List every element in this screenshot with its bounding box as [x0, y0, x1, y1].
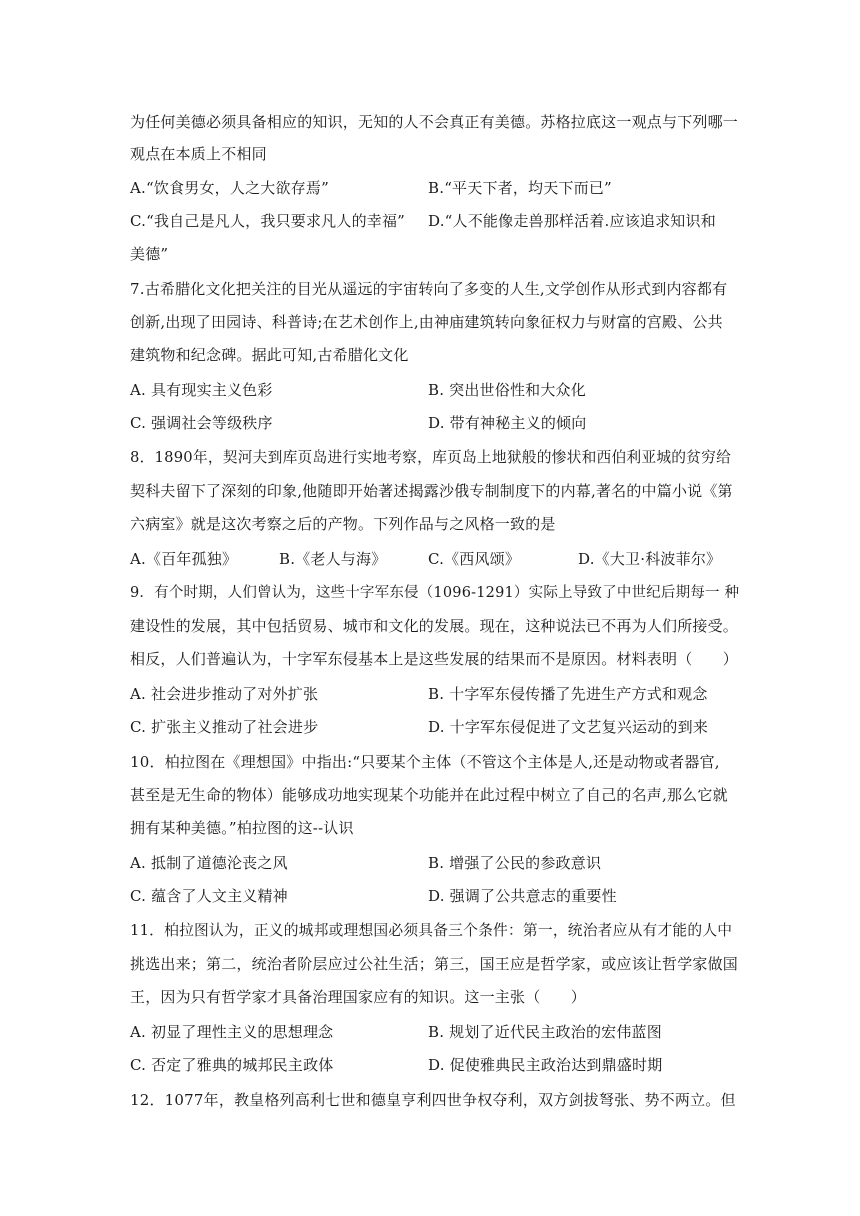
q10-option-c: C. 蕴含了人文主义精神: [130, 887, 288, 905]
q7-stem-line1: 7.古希腊化文化把关注的目光从遥远的宇宙转向了多变的人生,文学创作从形式到内容都有: [130, 280, 728, 298]
q11-option-c: C. 否定了雅典的城邦民主政体: [130, 1056, 334, 1074]
q8-option-b: B.《老人与海》: [279, 550, 387, 568]
q8-option-c: C.《西风颂》: [428, 550, 521, 568]
q11-option-d: D. 促使雅典民主政治达到鼎盛时期: [428, 1056, 663, 1074]
q7-stem-line2: 创新,出现了田园诗、科普诗;在艺术创作上,由神庙建筑转向象征权力与财富的宫殿、公共: [130, 313, 723, 331]
q8-stem-line2: 契科夫留下了深刻的印象,他随即开始著述揭露沙俄专制制度下的内幕,著名的中篇小说《第: [130, 482, 733, 500]
q7-stem-line3: 建筑物和纪念碑。据此可知,古希腊化文化: [130, 346, 409, 364]
q6-option-b: B.“平天下者，均天下而已”: [428, 179, 612, 197]
q9-option-a: A. 社会进步推动了对外扩张: [130, 685, 319, 703]
q8-stem-line1: 8．1890年，契河夫到库页岛进行实地考察，库页岛上地狱般的惨状和西伯利亚城的贫穷给: [130, 449, 732, 466]
q10-stem-line1: 10．柏拉图在《理想国》中指出:“只要某个主体（不管这个主体是人,还是动物或者器官,: [130, 753, 720, 771]
q9-option-d: D. 十字军东侵促进了文艺复兴运动的到来: [428, 718, 709, 736]
q10-option-d: D. 强调了公共意志的重要性: [428, 887, 617, 905]
q9-option-c: C. 扩张主义推动了社会进步: [130, 718, 319, 736]
q6-stem-line2: 观点在本质上不相同: [130, 145, 267, 163]
q7-option-b: B. 突出世俗性和大众化: [428, 381, 586, 399]
q11-option-b: B. 规划了近代民主政治的宏伟蓝图: [428, 1023, 662, 1041]
q11-stem-line2: 挑选出来；第二，统治者阶层应过公社生活；第三，国王应是哲学家，或应该让哲学家做国: [130, 955, 739, 973]
q8-stem-line3: 六病室》就是这次考察之后的产物。下列作品与之风格一致的是: [130, 515, 556, 533]
q6-option-d-cont: 美德”: [130, 245, 169, 263]
q11-stem-line3: 王，因为只有哲学家才具备治理国家应有的知识。这一主张（ ）: [130, 988, 587, 1006]
q7-option-d: D. 带有神秘主义的倾向: [428, 414, 587, 432]
q6-option-d: D.“人不能像走兽那样活着.应该追求知识和: [428, 212, 716, 230]
q10-option-b: B. 增强了公民的参政意识: [428, 854, 602, 872]
q10-stem-line2: 甚至是无生命的物体）能够成功地实现某个功能并在此过程中树立了自己的名声,那么它就: [130, 786, 728, 804]
q6-option-c: C.“我自己是凡人，我只要求凡人的幸福”: [130, 212, 406, 230]
q8-option-a: A.《百年孤独》: [130, 550, 238, 568]
q7-option-c: C. 强调社会等级秩序: [130, 414, 273, 432]
q9-stem-line1: 9．有个时期，人们曾认为，这些十字军东侵（1096-1291）实际上导致了中世纪后期每一 种: [130, 585, 740, 601]
q8-option-d: D.《大卫·科波菲尔》: [578, 550, 722, 568]
q7-option-a: A. 具有现实主义色彩: [130, 381, 273, 399]
q12-stem-line1: 12．1077年，教皇格列高利七世和德皇亨利四世争权夺利，双方剑拔弩张、势不两立。但: [130, 1091, 736, 1109]
q10-stem-line3: 拥有某种美德。”柏拉图的这--认识: [130, 819, 354, 837]
q10-option-a: A. 抵制了道德沦丧之风: [130, 854, 288, 872]
q11-option-a: A. 初显了理性主义的思想理念: [130, 1023, 334, 1041]
q9-stem-line3: 相反，人们普遍认为，十字军东侵基本上是这些发展的结果而不是原因。材料表明（ ）: [130, 650, 739, 668]
q11-stem-line1: 11．柏拉图认为，正义的城邦或理想国必须具备三个条件：第一，统治者应从有才能的人中: [130, 922, 733, 939]
q6-option-a: A.“饮食男女，人之大欲存焉”: [130, 179, 329, 197]
q9-stem-line2: 建设性的发展，其中包括贸易、城市和文化的发展。现在，这种说法已不再为人们所接受。: [130, 617, 739, 635]
q9-option-b: B. 十字军东侵传播了先进生产方式和观念: [428, 685, 708, 703]
q6-stem-line1: 为任何美德必须具备相应的知识，无知的人不会真正有美德。苏格拉底这一观点与下列哪一: [130, 113, 739, 131]
